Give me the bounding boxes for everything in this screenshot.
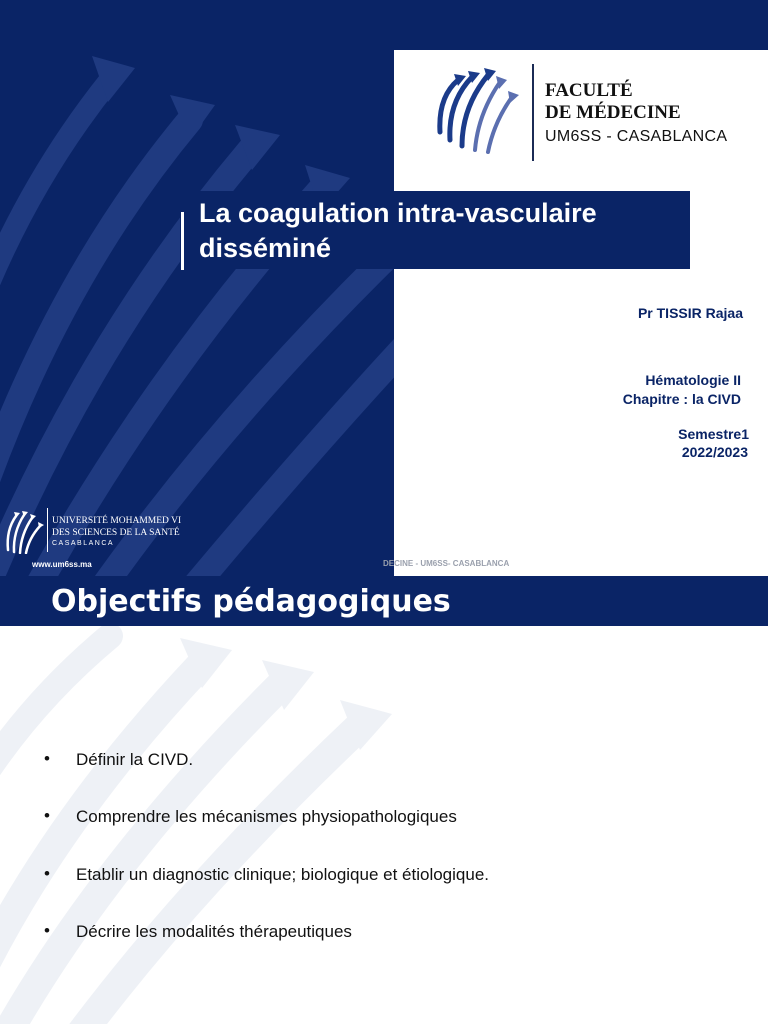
bullet-icon: • xyxy=(44,806,50,825)
arrow-swirl-watermark xyxy=(0,0,394,576)
university-name-line3: CASABLANCA xyxy=(52,540,115,547)
title-accent-line xyxy=(181,212,184,270)
university-name-line2: DES SCIENCES DE LA SANTÉ xyxy=(52,528,180,538)
semester: Semestre1 xyxy=(678,426,749,442)
objective-text: Définir la CIVD. xyxy=(76,750,194,769)
arrow-swirl-watermark xyxy=(0,576,520,1024)
academic-year: 2022/2023 xyxy=(681,444,748,460)
chapter-name: Chapitre : la CIVD xyxy=(622,391,741,407)
faculty-logo-divider xyxy=(532,64,534,161)
navy-panel xyxy=(0,0,394,576)
university-logo-icon xyxy=(4,506,46,554)
objectives-slide xyxy=(0,576,768,1024)
bullet-icon: • xyxy=(44,921,50,940)
faculty-name-line3: UM6SS - CASABLANCA xyxy=(545,128,728,145)
slide-heading: Objectifs pédagogiques xyxy=(51,584,451,619)
faculty-name-line1: FACULTÉ xyxy=(545,80,633,101)
author-name: Pr TISSIR Rajaa xyxy=(637,305,743,321)
objective-text: Etablir un diagnostic clinique; biologique et étiologique. xyxy=(76,865,490,884)
university-name-line1: UNIVERSITÉ MOHAMMED VI xyxy=(52,516,182,526)
website-link[interactable]: www.um6ss.ma xyxy=(32,560,92,569)
course-name: Hématologie II xyxy=(645,372,741,388)
bullet-icon: • xyxy=(44,864,50,883)
footer-watermark-text: DECINE - UM6SS- CASABLANCA xyxy=(383,559,510,568)
bullet-icon: • xyxy=(44,749,50,768)
university-logo-divider xyxy=(47,508,48,552)
top-accent-bar xyxy=(394,0,768,50)
faculty-name-line2: DE MÉDECINE xyxy=(545,102,681,123)
objective-text: Décrire les modalités thérapeutiques xyxy=(76,922,352,941)
faculty-logo-icon xyxy=(430,62,530,162)
objective-text: Comprendre les mécanismes physiopathologiques xyxy=(76,807,457,826)
presentation-title: La coagulation intra-vasculaire disséminé xyxy=(199,198,597,263)
